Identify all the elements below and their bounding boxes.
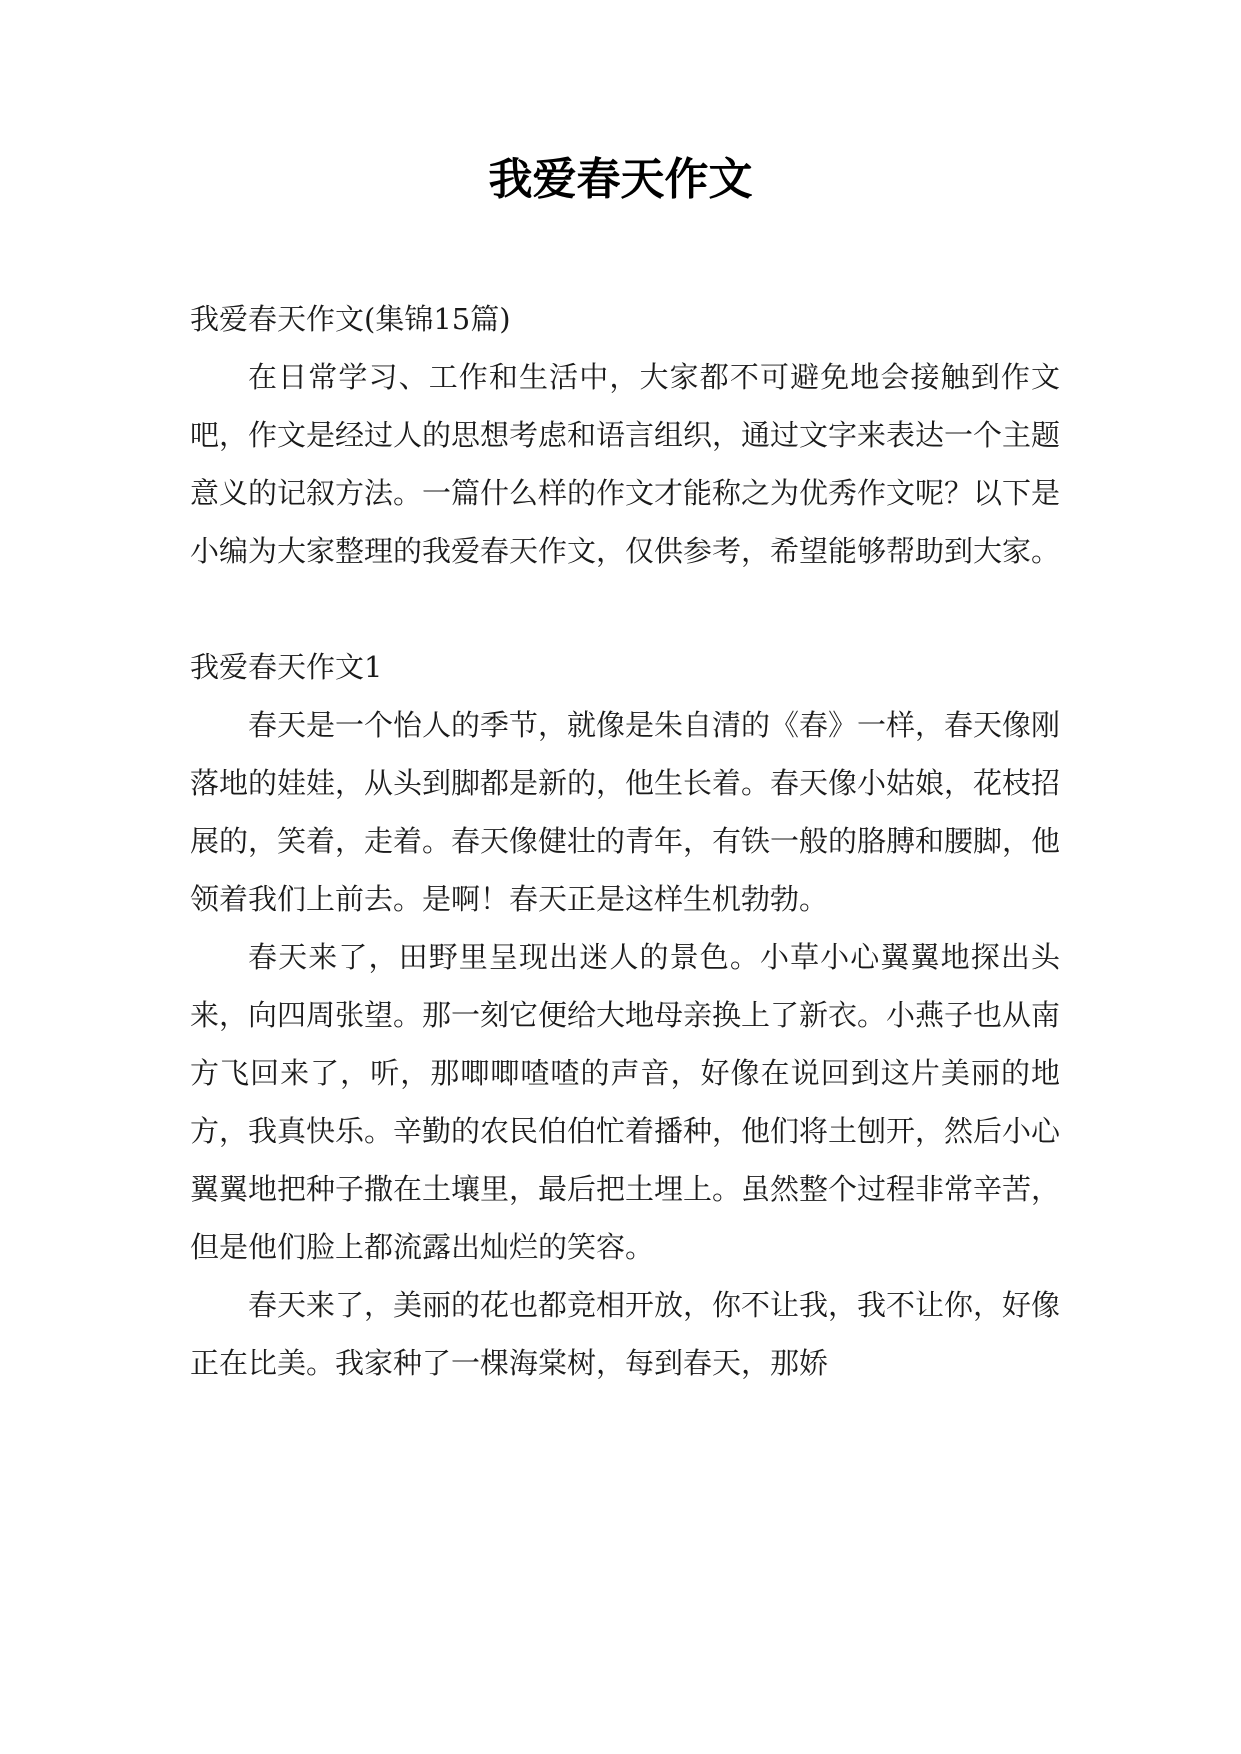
essay-1-paragraph-3: 春天来了，美丽的花也都竞相开放，你不让我，我不让你，好像正在比美。我家种了一棵海棠树，每到春天，那娇 [190, 1288, 1061, 1380]
essay-1-paragraph-1: 春天是一个怡人的季节，就像是朱自清的《春》一样，春天像刚落地的娃娃，从头到脚都是新的，他生长着。春天像小姑娘，花枝招展的，笑着，走着。春天像健壮的青年，有铁一般的胳膊和腰脚，他领着我们上前去。是啊！春天正是这样生机勃勃。 [190, 708, 1061, 916]
section-spacer [190, 580, 1060, 638]
essay-1-paragraph-2: 春天来了，田野里呈现出迷人的景色。小草小心翼翼地探出头来，向四周张望。那一刻它便给大地母亲换上了新衣。小燕子也从南方飞回来了，听，那唧唧喳喳的声音，好像在说回到这片美丽的地方，我真快乐。辛勤的农民伯伯忙着播种，他们将土刨开，然后小心翼翼地把种子撒在土壤里，最后把土埋上。虽然整个过程非常辛苦，但是他们脸上都流露出灿烂的笑容。 [190, 940, 1061, 1264]
intro-paragraph: 在日常学习、工作和生活中，大家都不可避免地会接触到作文吧，作文是经过人的思想考虑和语言组织，通过文字来表达一个主题意义的记叙方法。一篇什么样的作文才能称之为优秀作文呢？以下是小编为大家整理的我爱春天作文，仅供参考，希望能够帮助到大家。 [190, 360, 1061, 568]
collection-heading: 我爱春天作文(集锦15篇) [190, 302, 511, 336]
document-body [190, 290, 1060, 1392]
document-title: 我爱春天作文 [488, 154, 753, 205]
essay-1-heading: 我爱春天作文1 [190, 650, 383, 684]
